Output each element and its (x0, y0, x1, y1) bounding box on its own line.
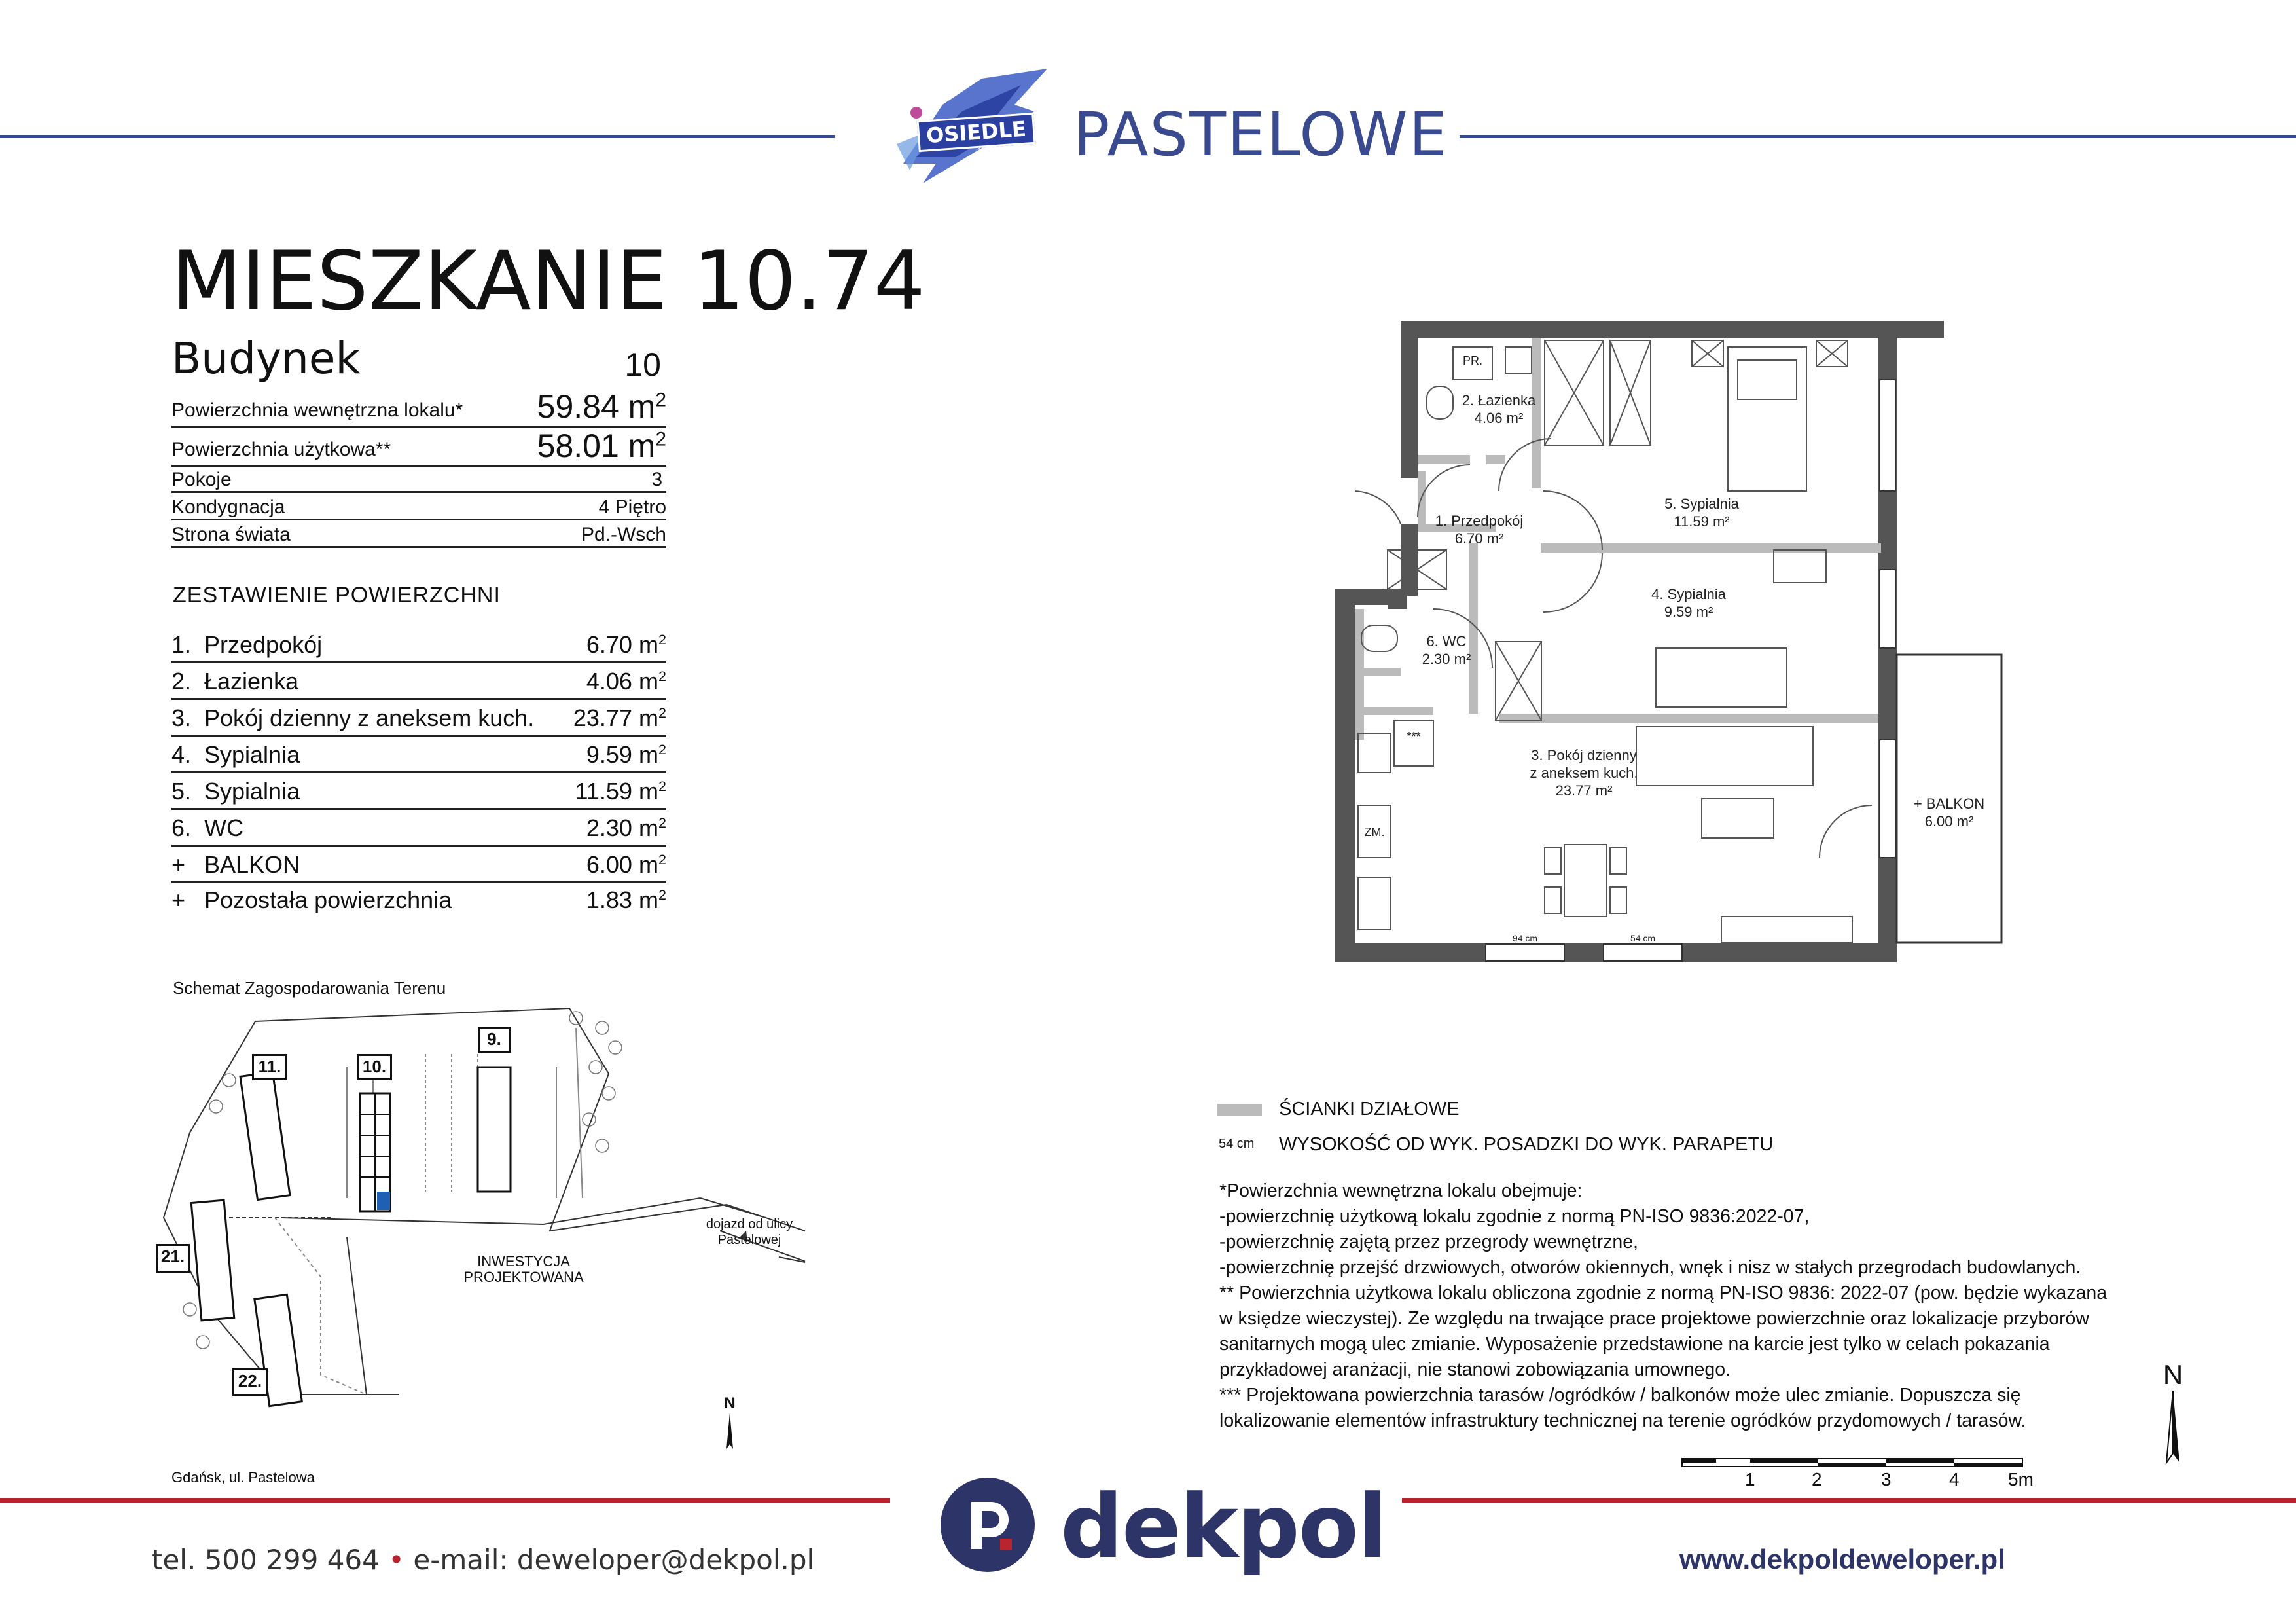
scale-tick-1: 1 (1745, 1469, 1755, 1489)
row-area: 23.77 $m^2$ (573, 704, 666, 731)
floor-value: 4 Piętro (598, 496, 666, 518)
building-marker-22: 22. (232, 1368, 268, 1396)
summary-row (171, 886, 666, 917)
investment-label: INWESTYCJA PROJEKTOWANA (463, 1253, 584, 1285)
legend-walls: ŚCIANKI DZIAŁOWE (1279, 1099, 1460, 1120)
header-line-right (1460, 135, 2296, 138)
row-number: + (171, 851, 186, 878)
row-area: 2.30 $m^2$ (586, 814, 666, 841)
summary-row (171, 704, 666, 737)
site-north-arrow: N (720, 1395, 740, 1447)
footer-line-right (1402, 1498, 2296, 1503)
sill-height-bottom-right: 54 cm (1630, 933, 1656, 943)
room-label-balcony: + BALKON 6.00 m² (1913, 795, 1985, 830)
row-name: Łazienka (204, 668, 299, 695)
wardrobe-label: PR. (1462, 354, 1482, 367)
usable-area-label: Powierzchnia użytkowa** (171, 439, 391, 460)
installation-label: *** (1407, 730, 1421, 743)
building-row (171, 333, 666, 384)
room-label-wc: 6. WC 2.30 m² (1422, 633, 1471, 667)
rooms-row (171, 466, 666, 493)
scale-tick-4: 4 (1949, 1469, 1960, 1489)
row-number: 5. (171, 778, 192, 805)
summary-row (171, 851, 666, 883)
note-line: przykładowej aranżacji, nie stanowi zobowiązania umownego. (1219, 1359, 1731, 1380)
floor-plan (1335, 321, 2003, 969)
room-label-bedroom-4: 4. Sypialnia 9.59 m² (1651, 586, 1726, 620)
footer-line-left (0, 1498, 890, 1503)
note-line: -powierzchnię zajętą przez przegrody wewnętrzne, (1219, 1231, 1638, 1252)
row-area: 4.06 $m^2$ (586, 668, 666, 695)
row-name: Pozostała powierzchnia (204, 886, 452, 913)
inner-area-label: Powierzchnia wewnętrzna lokalu* (171, 399, 463, 421)
dekpol-wordmark: dekpol (1060, 1476, 1386, 1578)
room-label-hall: 1. Przedpokój 6.70 m² (1435, 513, 1524, 547)
summary-heading: ZESTAWIENIE POWIERZCHNI (173, 583, 501, 608)
row-number: 4. (171, 741, 192, 768)
site-plan-map (151, 1002, 805, 1421)
side-value: Pd.-Wsch (581, 524, 666, 545)
row-name: WC (204, 814, 243, 841)
row-number: 2. (171, 668, 192, 695)
scale-tick-5: 5m (2008, 1469, 2034, 1489)
city-address: Gdańsk, ul. Pastelowa (171, 1469, 315, 1486)
floor-label: Kondygnacja (171, 496, 285, 518)
note-line: *Powierzchnia wewnętrzna lokalu obejmuje: (1219, 1180, 1583, 1201)
summary-row (171, 741, 666, 773)
north-arrow-icon (2153, 1391, 2193, 1469)
building-marker-21: 21. (156, 1244, 190, 1273)
legend-wall-swatch (1217, 1104, 1262, 1116)
floor-row (171, 492, 666, 520)
row-area: 11.59 $m^2$ (575, 778, 666, 805)
room-label-living: 3. Pokój dzienny z aneksem kuch. 23.77 m² (1530, 747, 1638, 799)
scale-bar-drawing (1681, 1456, 2028, 1472)
row-area: 6.00 $m^2$ (586, 851, 666, 878)
room-label-bathroom: 2. Łazienka 4.06 m² (1462, 392, 1536, 426)
building-label: Budynek (171, 333, 361, 384)
scale-tick-3: 3 (1881, 1469, 1892, 1489)
scale-tick-2: 2 (1812, 1469, 1822, 1489)
usable-area-row (171, 427, 666, 467)
contact-info (152, 1544, 814, 1576)
building-marker-10: 10. (357, 1054, 392, 1080)
row-number: 3. (171, 704, 192, 731)
legal-notes (1219, 1178, 2123, 1434)
north-arrow-icon (720, 1413, 740, 1452)
north-arrow: N (2153, 1359, 2193, 1470)
rooms-value: 3 (651, 469, 662, 490)
summary-row (171, 668, 666, 700)
row-number: + (171, 886, 186, 913)
phone-text[interactable]: tel. 500 299 464 (152, 1544, 380, 1576)
note-line: -powierzchnię użytkową lokalu zgodnie z normą PN-ISO 9836:2022-07, (1219, 1206, 1810, 1227)
row-name: Sypialnia (204, 741, 300, 768)
building-marker-11: 11. (252, 1054, 287, 1080)
logo-badge: OSIEDLE (917, 113, 1036, 152)
side-label: Strona świata (171, 524, 291, 545)
legend-height-mark: 54 cm (1219, 1137, 1255, 1151)
row-name: Sypialnia (204, 778, 300, 805)
dekpol-logo-mark (939, 1476, 1037, 1574)
header-line-left (0, 135, 835, 138)
dekpol-logo-icon (939, 1476, 1037, 1574)
rooms-label: Pokoje (171, 469, 232, 490)
summary-row (171, 778, 666, 810)
summary-row (171, 814, 666, 847)
row-number: 1. (171, 631, 192, 658)
row-name: Przedpokój (204, 631, 323, 658)
access-label: dojazd od ulicy Pastelowej (706, 1217, 793, 1247)
bullet-separator: • (388, 1544, 405, 1576)
email-text[interactable]: e-mail: deweloper@dekpol.pl (413, 1544, 815, 1576)
note-line: w księdze wieczystej). Ze względu na trwające prace projektowe powierzchnie oraz lokalizacje przyborów (1219, 1308, 2089, 1329)
note-line: ** Powierzchnia użytkowa lokalu obliczona zgodnie z normą PN-ISO 9836: 2022-07 (pow. będzie wykazana (1219, 1283, 2108, 1304)
note-line: *** Projektowana powierzchnia tarasów /ogródków / balkonów może ulec zmianie. Dopuszcza się (1219, 1385, 2021, 1406)
note-line: -powierzchnię przejść drzwiowych, otworów okiennych, wnęk i nisz w stałych przegrodach budowlanych. (1219, 1257, 2081, 1278)
building-marker-9: 9. (478, 1027, 511, 1053)
website-link[interactable]: www.dekpoldeweloper.pl (1679, 1544, 2005, 1575)
row-area: 9.59 $m^2$ (586, 741, 666, 768)
inner-area-value: 59.84 $m^2$ (537, 388, 666, 425)
washing-machine-label: ZM. (1364, 826, 1385, 839)
inner-area-row (171, 385, 666, 428)
building-value: 10 (624, 346, 661, 383)
row-area: 6.70 $m^2$ (586, 631, 666, 658)
summary-row (171, 631, 666, 663)
usable-area-value: 58.01 $m^2$ (537, 428, 666, 464)
site-plan-title: Schemat Zagospodarowania Terenu (173, 978, 446, 998)
row-name: BALKON (204, 851, 300, 878)
sill-height-bottom-left: 94 cm (1512, 933, 1538, 943)
apartment-title: MIESZKANIE 10.74 (171, 234, 925, 329)
legend-height-text: WYSOKOŚĆ OD WYK. POSADZKI DO WYK. PARAPETU (1279, 1134, 1774, 1155)
note-line: sanitarnych mogą ulec zmianie. Wyposażenie przedstawione na karcie jest tylko w celach pokazania (1219, 1334, 2050, 1355)
row-area: 1.83 $m^2$ (586, 886, 666, 913)
scale-bar (1681, 1456, 2034, 1502)
logo-wordmark: PASTELOWE (1073, 100, 1448, 170)
room-label-bedroom-5: 5. Sypialnia 11.59 m² (1664, 496, 1739, 530)
site-plan-drawing (151, 1002, 805, 1421)
side-row (171, 520, 666, 548)
row-name: Pokój dzienny z aneksem kuch. (204, 704, 535, 731)
row-number: 6. (171, 814, 192, 841)
osiedle-logo (884, 65, 1060, 190)
note-line: lokalizowanie elementów infrastruktury technicznej na terenie ogródków przydomowych / tarasów. (1219, 1410, 2026, 1431)
